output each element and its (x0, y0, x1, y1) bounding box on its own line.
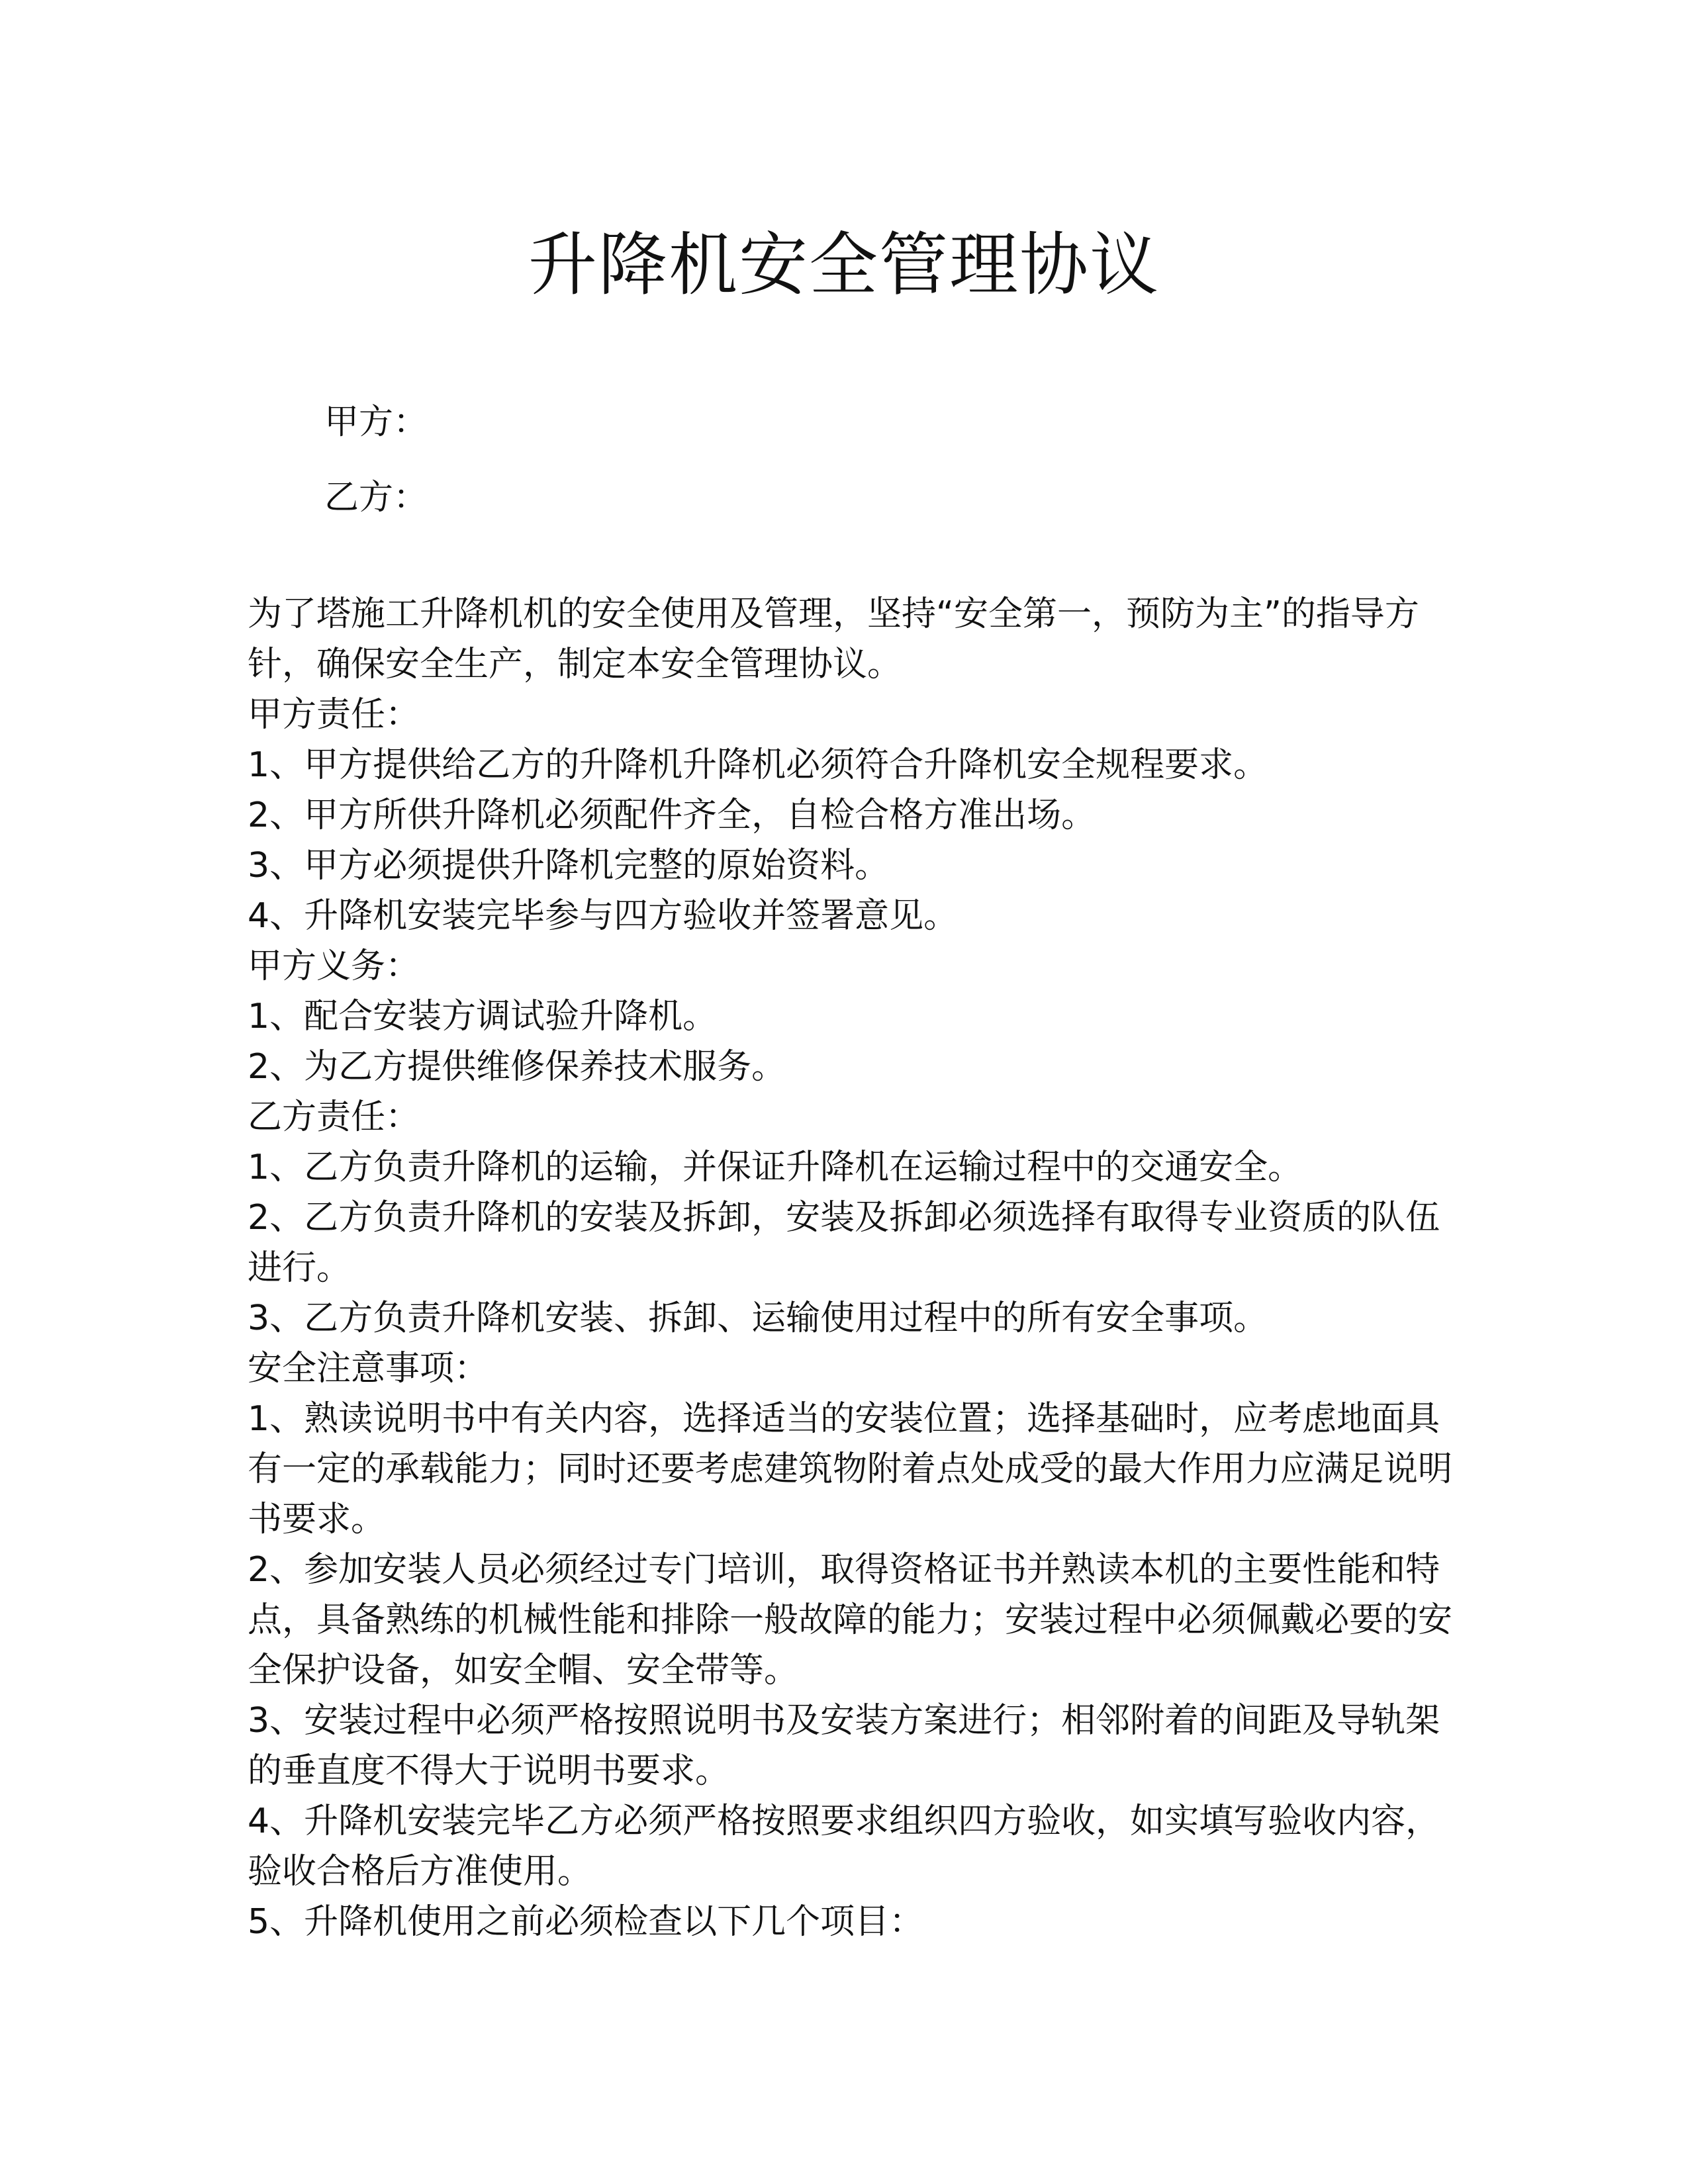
list-item: 1、乙方负责升降机的运输，并保证升降机在运输过程中的交通安全。 (248, 1148, 1303, 1187)
list-item: 3、乙方负责升降机安装、拆卸、运输使用过程中的所有安全事项。 (248, 1298, 1268, 1338)
party-a-label: 甲方： (324, 402, 428, 442)
list-item: 2、甲方所供升降机必须配件齐全，自检合格方准出场。 (248, 796, 1096, 835)
section-heading-party-a-responsibility: 甲方责任： (248, 695, 420, 735)
list-item: 2、参加安装人员必须经过专门培训，取得资格证书并熟读本机的主要性能和特点，具备熟练的机械性能和排除一般故障的能力；安装过程中必须佩戴必要的安全保护设备，如安全帽、安全带等。 (248, 1550, 1453, 1690)
document-body (248, 589, 1452, 1947)
list-item: 4、升降机安装完毕参与四方验收并签署意见。 (248, 896, 959, 936)
document-title: 升降机安全管理协议 (528, 224, 1160, 305)
list-item: 5、升降机使用之前必须检查以下几个项目： (248, 1902, 924, 1942)
list-item: 2、为乙方提供维修保养技术服务。 (248, 1047, 786, 1087)
list-item: 1、配合安装方调试验升降机。 (248, 997, 718, 1036)
list-item: 3、安装过程中必须严格按照说明书及安装方案进行；相邻附着的间距及导轨架的垂直度不得大于说明书要求。 (248, 1701, 1440, 1791)
section-heading-party-b-responsibility: 乙方责任： (248, 1097, 420, 1137)
list-item: 1、甲方提供给乙方的升降机升降机必须符合升降机安全规程要求。 (248, 745, 1268, 785)
list-item: 2、乙方负责升降机的安装及拆卸，安装及拆卸必须选择有取得专业资质的队伍进行。 (248, 1198, 1440, 1288)
list-item: 3、甲方必须提供升降机完整的原始资料。 (248, 846, 890, 886)
section-heading-party-a-obligation: 甲方义务： (248, 946, 420, 986)
list-item: 1、熟读说明书中有关内容，选择适当的安装位置；选择基础时，应考虑地面具有一定的承载能力；同时还要考虑建筑物附着点处成受的最大作用力应满足说明书要求。 (248, 1399, 1453, 1539)
list-item: 4、升降机安装完毕乙方必须严格按照要求组织四方验收，如实填写验收内容，验收合格后方准使用。 (248, 1801, 1440, 1891)
intro-paragraph: 为了塔施工升降机机的安全使用及管理，坚持“安全第一，预防为主”的指导方针，确保安全生产，制定本安全管理协议。 (248, 594, 1419, 684)
party-b-label: 乙方： (324, 478, 428, 518)
section-heading-safety-notes: 安全注意事项： (248, 1349, 489, 1388)
